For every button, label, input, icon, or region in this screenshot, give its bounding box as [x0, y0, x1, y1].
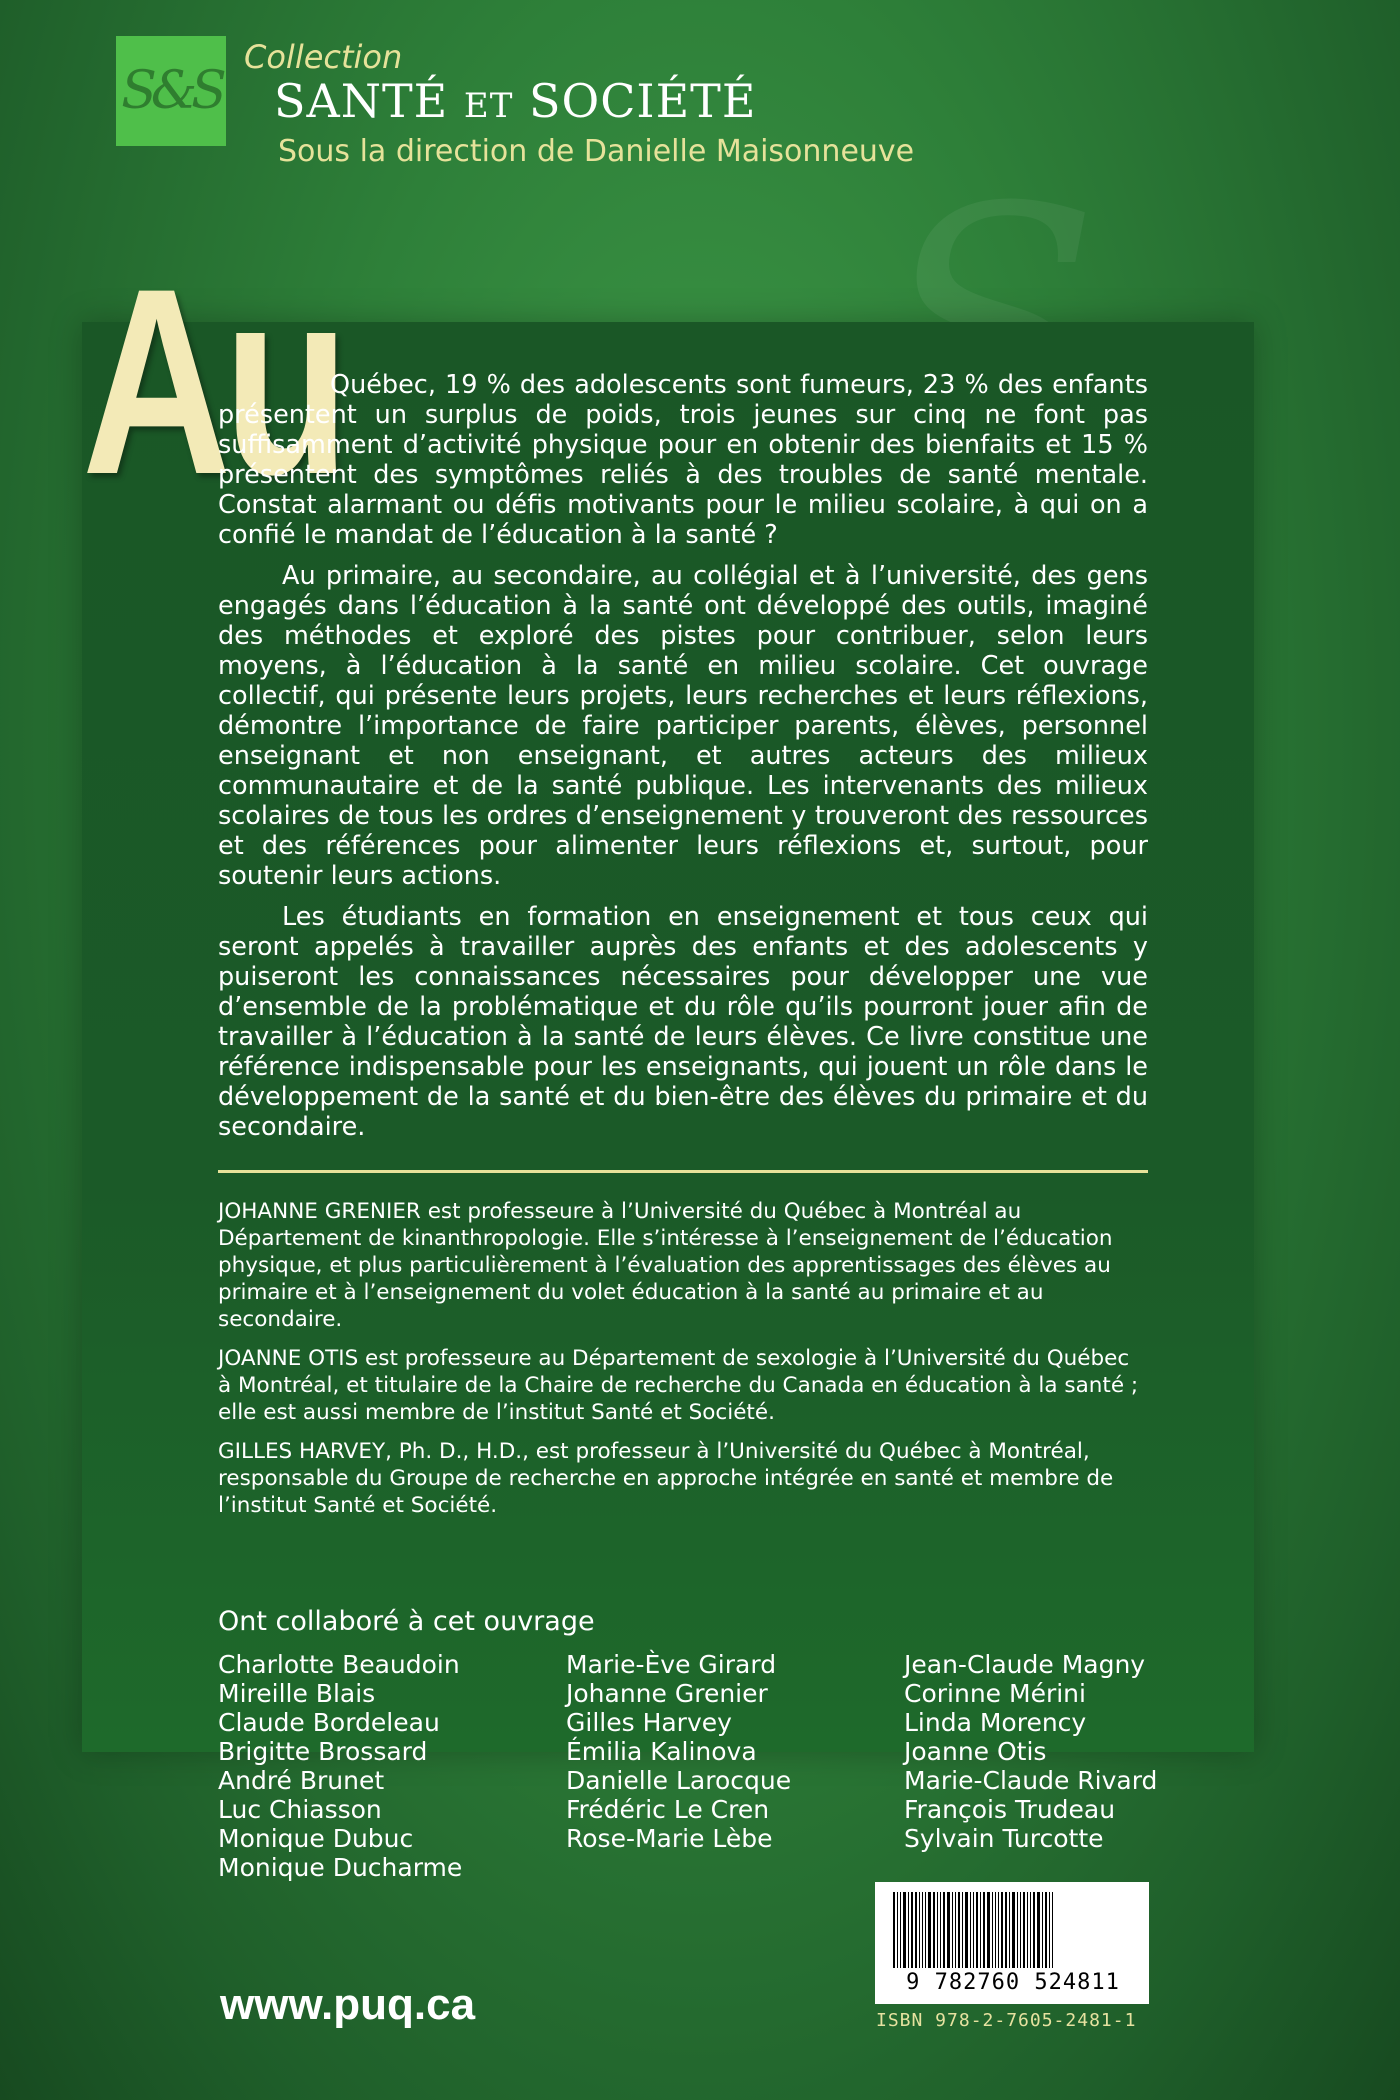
barcode-bar	[965, 1892, 968, 1968]
intro-paragraph: Québec, 19 % des adolescents sont fumeurs, 23 % des enfants présentent un surplus de poids, trois jeunes sur cinq ne font pas suffisamment d’activité physique pour en obtenir des bienfaits et 15 % présentent des symptômes reliés à des troubles de santé mentale. Constat alarmant ou défis motivants pour le milieu scolaire, à qui on a confié le mandat de l’éducation à la santé ?	[218, 370, 1148, 550]
barcode-bar	[937, 1892, 938, 1968]
collaborator-name: Johanne Grenier	[566, 1679, 768, 1708]
barcode-bar	[943, 1892, 945, 1968]
barcode-bar	[915, 1892, 917, 1968]
collaborator-name: Mireille Blais	[218, 1679, 376, 1708]
collaborator-name: Rose-Marie Lèbe	[566, 1824, 773, 1853]
barcode-bar	[955, 1892, 956, 1968]
barcode-bar	[897, 1892, 898, 1968]
collaborator-name: Brigitte Brossard	[218, 1737, 428, 1766]
dropcap: Au	[82, 234, 342, 530]
barcode-bar	[980, 1892, 981, 1968]
collaborator-name: Danielle Larocque	[566, 1766, 792, 1795]
collaborators-column-1	[218, 1650, 462, 1882]
collaborator-name: Frédéric Le Cren	[566, 1795, 770, 1824]
barcode-bar	[893, 1892, 895, 1968]
bio-paragraph: JOANNE OTIS est professeure au Département de sexologie à l’Université du Québec à Montréal, et titulaire de la Chaire de recherche du Canada en éducation à la santé ; elle est aussi membre de l’institut Santé et Société.	[218, 1346, 1139, 1425]
barcode-bars	[893, 1892, 1133, 1968]
barcode-bar	[1001, 1892, 1003, 1968]
barcode-bar	[952, 1892, 953, 1968]
intro-paragraph: Au primaire, au secondaire, au collégial et à l’université, des gens engagés dans l’éducation à la santé ont développé des outils, imaginé des méthodes et exploré des pistes pour contribuer, selon leurs moyens, à l’éducation à la santé en milieu scolaire. Cet ouvrage collectif, qui présente leurs projets, leurs recherches et leurs réflexions, démontre l’importance de faire participer parents, élèves, personnel enseignant et non enseignant, et autres acteurs des milieux communautaire et de la santé publique. Les intervenants des milieux scolaires de tous les ordres d’enseignement y trouveront des ressources et des références pour alimenter leurs réflexions et, surtout, pour soutenir leurs actions.	[218, 561, 1148, 891]
collaborator-name: Linda Morency	[904, 1708, 1087, 1737]
barcode-bar	[998, 1892, 999, 1968]
publisher-url[interactable]: www.puq.ca	[220, 1980, 476, 2029]
barcode-bar	[987, 1892, 990, 1968]
barcode-bar	[976, 1892, 978, 1968]
collaborator-name: Émilia Kalinova	[566, 1737, 757, 1766]
barcode-bar	[1052, 1892, 1053, 1968]
barcode-bar	[1017, 1892, 1018, 1968]
barcode-bar	[983, 1892, 985, 1968]
collaborators-heading: Ont collaboré à cet ouvrage	[218, 1606, 595, 1637]
collaborator-name: André Brunet	[218, 1766, 385, 1795]
collaborator-name: Monique Dubuc	[218, 1824, 414, 1853]
barcode-bar	[900, 1892, 901, 1968]
collaborator-name: Claude Bordeleau	[218, 1708, 440, 1737]
collaborator-name: Monique Ducharme	[218, 1853, 463, 1882]
barcode-bar	[958, 1892, 960, 1968]
bio-paragraph: JOHANNE GRENIER est professeure à l’Université du Québec à Montréal au Département de kinanthropologie. Elle s’intéresse à l’enseignement de l’éducation physique, et plus particulièrement à l’évaluation des apprentissages des élèves au primaire et à l’enseignement du volet éducation à la santé au primaire et au secondaire.	[218, 1199, 1113, 1332]
intro-paragraph: Les étudiants en formation en enseignement et tous ceux qui seront appelés à travailler auprès des enfants et des adolescents y puiseront les connaissances nécessaires pour développer une vue d’ensemble de la problématique et du rôle qu’ils pourront jouer afin de travailler à l’éducation à la santé de leurs élèves. Ce livre constitue une référence indispensable pour les enseignants, qui jouent un rôle dans le développement de la santé et du bien-être des élèves du primaire et du secondaire.	[218, 902, 1148, 1142]
collaborator-name: Corinne Mérini	[904, 1679, 1086, 1708]
barcode-bar	[911, 1892, 913, 1968]
collaborators-column-3	[904, 1650, 1157, 1853]
barcode-digits: 9 782760 524811	[906, 1970, 1120, 1995]
author-bios	[218, 1198, 1148, 1531]
collaborator-name: Jean-Claude Magny	[904, 1650, 1146, 1679]
collaborator-name: Luc Chiasson	[218, 1795, 382, 1824]
collaborator-name: Charlotte Beaudoin	[218, 1650, 460, 1679]
collection-word: Collection	[244, 38, 403, 76]
barcode-bar	[1037, 1892, 1040, 1968]
barcode-bar	[962, 1892, 963, 1968]
barcode-bar	[922, 1892, 923, 1968]
barcode-bar	[1027, 1892, 1028, 1968]
intro-text	[218, 370, 1148, 1153]
barcode-bar	[908, 1892, 909, 1968]
barcode-bar	[933, 1892, 935, 1968]
barcode-bar	[1030, 1892, 1031, 1968]
collection-title: SANTÉ ET SOCIÉTÉ	[274, 74, 757, 128]
barcode-bar	[1042, 1892, 1043, 1968]
barcode-bar	[1005, 1892, 1007, 1968]
isbn-text: ISBN 978-2-7605-2481-1	[876, 2010, 1137, 2031]
barcode-bar	[995, 1892, 996, 1968]
barcode-bar	[925, 1892, 926, 1968]
barcode-bar	[1009, 1892, 1010, 1968]
barcode-bar	[1049, 1892, 1050, 1968]
barcode-bar	[947, 1892, 950, 1968]
barcode-bar	[1023, 1892, 1025, 1968]
collaborator-name: Marie-Ève Girard	[566, 1650, 777, 1679]
divider-rule	[218, 1170, 1148, 1173]
logo-mark: S&S	[116, 36, 226, 146]
barcode-bar	[1012, 1892, 1015, 1968]
collection-director: Sous la direction de Danielle Maisonneuve	[278, 134, 915, 169]
collaborator-name: Joanne Otis	[904, 1737, 1047, 1766]
bio-paragraph: GILLES HARVEY, Ph. D., H.D., est professeur à l’Université du Québec à Montréal, responsable du Groupe de recherche en approche intégrée en santé et membre de l’institut Santé et Société.	[218, 1439, 1114, 1518]
barcode-bar	[992, 1892, 993, 1968]
barcode-bar	[928, 1892, 931, 1968]
barcode-bar	[919, 1892, 920, 1968]
collaborator-name: Sylvain Turcotte	[904, 1824, 1104, 1853]
collaborators-column-2	[566, 1650, 791, 1853]
barcode	[875, 1882, 1149, 2004]
barcode-bar	[970, 1892, 971, 1968]
barcode-bar	[1045, 1892, 1047, 1968]
barcode-bar	[1033, 1892, 1035, 1968]
collaborator-name: Marie-Claude Rivard	[904, 1766, 1158, 1795]
collaborator-name: François Trudeau	[904, 1795, 1116, 1824]
barcode-bar	[940, 1892, 941, 1968]
barcode-bar	[973, 1892, 974, 1968]
barcode-bar	[1020, 1892, 1021, 1968]
collaborator-name: Gilles Harvey	[566, 1708, 732, 1737]
barcode-bar	[903, 1892, 906, 1968]
